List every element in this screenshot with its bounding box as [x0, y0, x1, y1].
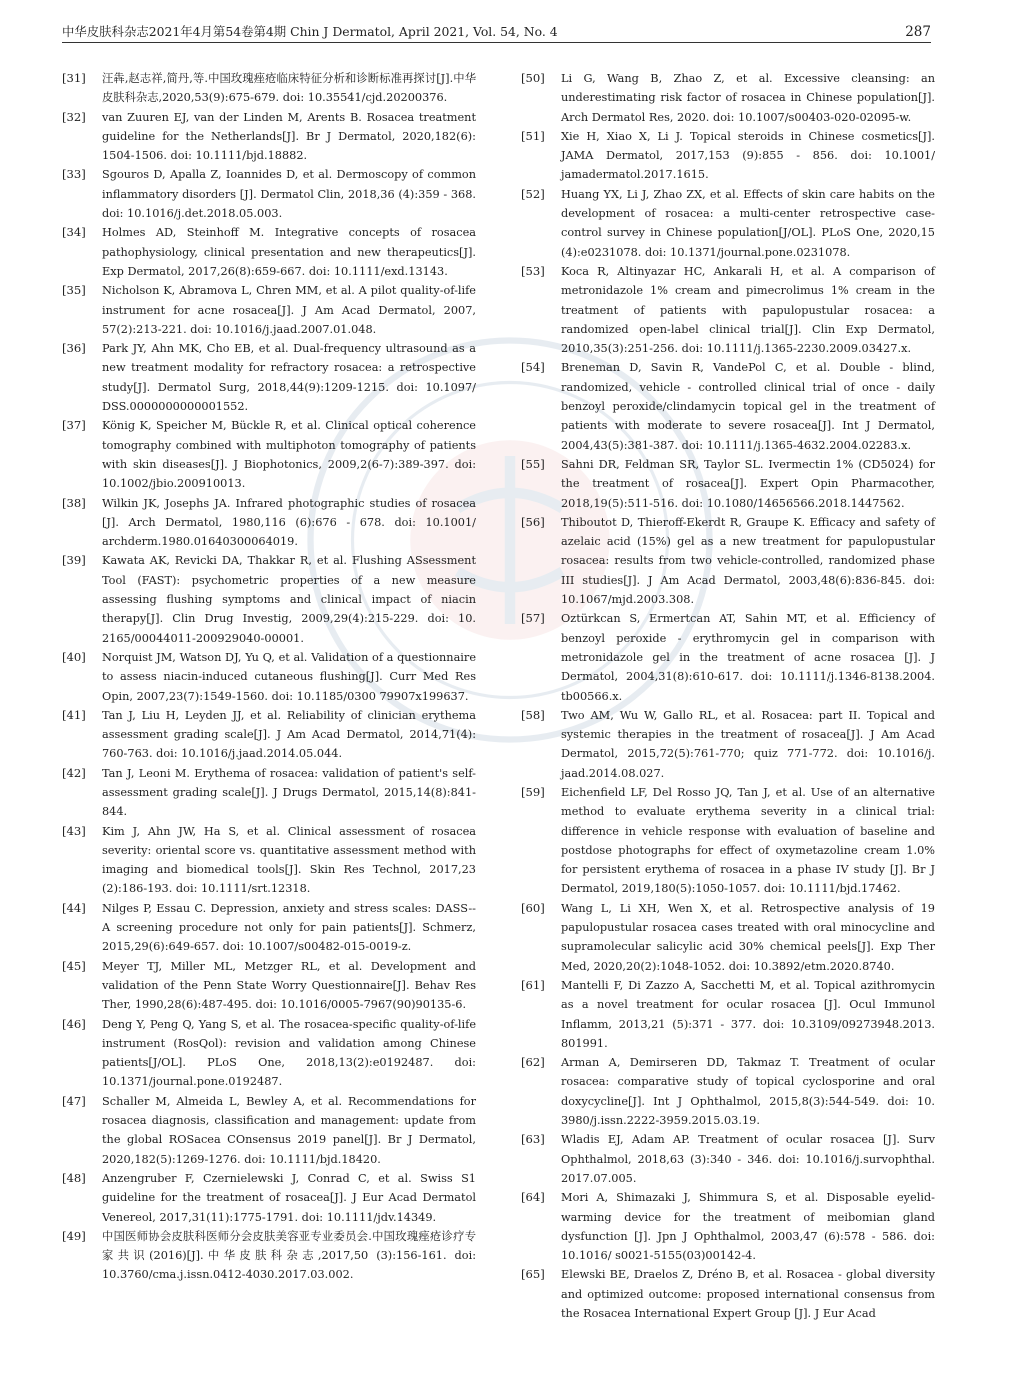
reference-item — [62, 494, 476, 552]
reference-text: Huang YX, Li J, Zhao ZX, et al. Effects of skin care habits on the development of rosacea: a multi-center retrospective case-control survey in Chinese population[J/OL]. PLoS One, 2020,15 (4):e0231078. doi: 10.1371/journal.pone.0231078. — [561, 187, 935, 259]
reference-text: Wladis EJ, Adam AP. Treatment of ocular rosacea [J]. Surv Ophthalmol, 2018,63 (3):340 - 346. doi: 10.1016/j.survophthal. 2017.07.005. — [561, 1133, 935, 1185]
reference-item — [521, 1265, 935, 1323]
reference-text: 汪犇,赵志祥,简丹,等.中国玫瑰痤疮临床特征分析和诊断标准再探讨[J].中华皮肤科杂志,2020,53(9):675-679. doi: 10.35541/cjd.20200376. — [102, 72, 476, 105]
reference-number: [60] — [521, 900, 545, 915]
reference-item — [62, 822, 476, 899]
reference-text: Kim J, Ahn JW, Ha S, et al. Clinical assessment of rosacea severity: oriental score vs. quantitative assessment method with imaging and biomedical tools[J]. Skin Res Technol, 2017,23 (2):186-193. doi: 10.1111/srt.12318. — [102, 824, 476, 896]
reference-text: 中国医师协会皮肤科医师分会皮肤美容亚专业委员会.中国玫瑰痤疮诊疗专家共识(2016)[J].中华皮肤科杂志,2017,50 (3):156-161. doi: 10.3760/cma.j.issn.0412-4030.2017.03.002. — [102, 1229, 476, 1282]
reference-text: Nicholson K, Abramova L, Chren MM, et al. A pilot quality-of-life instrument for acne rosacea[J]. J Am Acad Dermatol, 2007, 57(2):213-221. doi: 10.1016/j.jaad.2007.01.048. — [102, 284, 476, 336]
page-number: 287 — [905, 24, 931, 40]
reference-item — [62, 223, 476, 281]
reference-item — [62, 957, 476, 1015]
reference-number: [41] — [62, 707, 86, 722]
reference-text: Meyer TJ, Miller ML, Metzger RL, et al. Development and validation of the Penn State Worry Questionnaire[J]. Behav Res Ther, 1990,28(6):487-495. doi: 10.1016/0005-7967(90)90135-6. — [102, 959, 476, 1012]
reference-text: Breneman D, Savin R, VandePol C, et al. Double - blind, randomized, vehicle - controlled clinical trial of once - daily benzoyl peroxide/clindamycin topical gel in the treatment of patients with moderate to severe rosacea[J]. Int J Dermatol, 2004,43(5):381-387. doi: 10.1111/j.1365-4632.2004.02283.x. — [561, 361, 935, 452]
reference-text: Mori A, Shimazaki J, Shimmura S, et al. Disposable eyelid-warming device for the treatment of meibomian gland dysfunction [J]. Jpn J Ophthalmol, 2003,47 (6):578 - 586. doi: 10.1016/ s0021-5155(03)00142-4. — [561, 1191, 935, 1263]
reference-number: [31] — [62, 71, 86, 85]
reference-item — [62, 416, 476, 493]
reference-item — [62, 899, 476, 957]
reference-number: [64] — [521, 1190, 545, 1205]
reference-text: Tan J, Leoni M. Erythema of rosacea: validation of patient's self-assessment grading scale[J]. J Drugs Dermatol, 2015,14(8):841-844. — [102, 766, 476, 819]
reference-text: Schaller M, Almeida L, Bewley A, et al. Recommendations for rosacea diagnosis, classification and management: update from the global ROSacea COnsensus 2019 panel[J]. Br J Dermatol, 2020,182(5):1269-1276. doi: 10.1111/bjd.18420. — [102, 1094, 476, 1166]
reference-number: [50] — [521, 71, 545, 85]
reference-item — [62, 339, 476, 416]
reference-number: [49] — [62, 1228, 86, 1243]
reference-list-left — [62, 69, 476, 1285]
reference-text: Sahni DR, Feldman SR, Taylor SL. Ivermectin 1% (CD5024) for the treatment of rosacea[J]. Expert Opin Pharmacother, 2018,19(5):511-516. doi: 10.1080/14656566.2018.1447562. — [561, 457, 935, 510]
reference-text: Elewski BE, Draelos Z, Dréno B, et al. Rosacea - global diversity and optimized outcome: proposed international consensus from the Rosacea International Expert Group [J]. J Eur Acad — [561, 1268, 935, 1320]
reference-number: [34] — [62, 225, 86, 240]
reference-number: [65] — [521, 1267, 545, 1282]
reference-number: [46] — [62, 1016, 86, 1031]
reference-item — [521, 127, 935, 185]
reference-text: van Zuuren EJ, van der Linden M, Arents B. Rosacea treatment guideline for the Netherlands[J]. Br J Dermatol, 2020,182(6): 1504-1506. doi: 10.1111/bjd.18882. — [102, 110, 476, 163]
reference-number: [53] — [521, 263, 545, 278]
reference-text: Eichenfield LF, Del Rosso JQ, Tan J, et al. Use of an alternative method to evaluate erythema severity in a clinical trial: difference in vehicle response with evaluation of baseline and postdose photographs for effect of oxymetazoline cream 1.0% for persistent erythema of rosacea in a phase IV study [J]. Br J Dermatol, 2019,180(5):1050-1057. doi: 10.1111/bjd.17462. — [561, 785, 935, 896]
reference-text: Wilkin JK, Josephs JA. Infrared photographic studies of rosacea [J]. Arch Dermatol, 1980,116 (6):676 - 678. doi: 10.1001/ archderm.1980.01640300064019. — [102, 496, 476, 549]
reference-number: [57] — [521, 611, 545, 626]
header-rule — [62, 42, 931, 43]
reference-item — [521, 185, 935, 262]
reference-number: [48] — [62, 1170, 86, 1185]
reference-number: [40] — [62, 649, 86, 664]
reference-item — [521, 783, 935, 899]
reference-text: Thiboutot D, Thieroff-Ekerdt R, Graupe K. Efficacy and safety of azelaic acid (15%) gel as a new treatment for papulopustular rosacea: results from two vehicle-controlled, randomized phase III studies[J]. J Am Acad Dermatol, 2003,48(6):836-845. doi: 10.1067/mjd.2003.308. — [561, 515, 935, 607]
reference-text: Deng Y, Peng Q, Yang S, et al. The rosacea-specific quality-of-life instrument (RosQol): revision and validation among Chinese patients[J/OL]. PLoS One, 2018,13(2):e0192487. doi: 10.1371/journal.pone.0192487. — [102, 1017, 476, 1089]
reference-number: [51] — [521, 128, 545, 143]
reference-text: Sgouros D, Apalla Z, Ioannides D, et al. Dermoscopy of common inflammatory disorders [J]. Dermatol Clin, 2018,36 (4):359 - 368. doi: 10.1016/j.det.2018.05.003. — [102, 168, 476, 221]
reference-number: [52] — [521, 186, 545, 201]
reference-number: [63] — [521, 1132, 545, 1147]
reference-item — [62, 1092, 476, 1169]
reference-number: [32] — [62, 109, 86, 124]
reference-text: Nilges P, Essau C. Depression, anxiety and stress scales: DASS--A screening procedure not only for pain patients[J]. Schmerz, 2015,29(6):649-657. doi: 10.1007/s00482-015-0019-z. — [102, 901, 476, 954]
reference-text: Tan J, Liu H, Leyden JJ, et al. Reliability of clinician erythema assessment grading scale[J]. J Am Acad Dermatol, 2014,71(4): 760-763. doi: 10.1016/j.jaad.2014.05.044. — [102, 708, 476, 761]
reference-number: [33] — [62, 167, 86, 182]
reference-text: Two AM, Wu W, Gallo RL, et al. Rosacea: part II. Topical and systemic therapies in the treatment of rosacea[J]. J Am Acad Dermatol, 2015,72(5):761-770; quiz 771-772. doi: 10.1016/j. jaad.2014.08.027. — [561, 708, 935, 780]
reference-number: [37] — [62, 418, 86, 433]
reference-number: [55] — [521, 456, 545, 471]
reference-number: [36] — [62, 341, 86, 356]
reference-item — [521, 899, 935, 976]
journal-line: 中华皮肤科杂志2021年4月第54卷第4期 Chin J Dermatol, April 2021, Vol. 54, No. 4 — [62, 24, 558, 39]
reference-item — [521, 513, 935, 609]
reference-item — [62, 1169, 476, 1227]
reference-text: Koca R, Altinyazar HC, Ankarali H, et al. A comparison of metronidazole 1% cream and pimecrolimus 1% cream in the treatment of patients with papulopustular rosacea: a randomized open-label clinical trial[J]. Clin Exp Dermatol, 2010,35(3):251-256. doi: 10.1111/j.1365-2230.2009.03427.x. — [561, 264, 935, 356]
reference-item — [521, 1188, 935, 1265]
reference-number: [62] — [521, 1055, 545, 1070]
reference-list-right — [521, 69, 935, 1323]
reference-number: [38] — [62, 495, 86, 510]
reference-item — [62, 1227, 476, 1285]
reference-text: Wang L, Li XH, Wen X, et al. Retrospective analysis of 19 papulopustular rosacea cases treated with oral minocycline and supramolecular salicylic acid 30% chemical peels[J]. Exp Ther Med, 2020,20(2):1048-1052. doi: 10.3892/etm.2020.8740. — [561, 901, 935, 973]
reference-item — [521, 1130, 935, 1188]
reference-number: [42] — [62, 765, 86, 780]
reference-text: König K, Speicher M, Bückle R, et al. Clinical optical coherence tomography combined with multiphoton tomography of patients with skin diseases[J]. J Biophotonics, 2009,2(6-7):389-397. doi: 10.1002/jbio.200910013. — [102, 419, 476, 491]
reference-number: [59] — [521, 784, 545, 799]
reference-item — [521, 609, 935, 705]
reference-number: [39] — [62, 553, 86, 568]
reference-item — [521, 262, 935, 358]
reference-item — [521, 455, 935, 513]
reference-item — [62, 648, 476, 706]
reference-text: Oztürkcan S, Ermertcan AT, Sahin MT, et al. Efficiency of benzoyl peroxide - erythromycin gel in comparison with metronidazole gel in the treatment of acne rosacea [J]. J Dermatol, 2004,31(8):610-617. doi: 10.1111/j.1346-8138.2004. tb00566.x. — [561, 612, 935, 703]
reference-item — [521, 1053, 935, 1130]
reference-number: [58] — [521, 707, 545, 722]
running-header — [62, 18, 931, 40]
reference-text: Anzengruber F, Czernielewski J, Conrad C, et al. Swiss S1 guideline for the treatment of rosacea[J]. J Eur Acad Dermatol Venereol, 2017,31(11):1775-1791. doi: 10.1111/jdv.14349. — [102, 1171, 476, 1224]
reference-text: Xie H, Xiao X, Li J. Topical steroids in Chinese cosmetics[J]. JAMA Dermatol, 2017,153 (9):855 - 856. doi: 10.1001/ jamadermatol.2017.1615. — [561, 129, 935, 182]
reference-item — [521, 358, 935, 454]
reference-item — [62, 764, 476, 822]
reference-text: Holmes AD, Steinhoff M. Integrative concepts of rosacea pathophysiology, clinical presentation and new therapeutics[J]. Exp Dermatol, 2017,26(8):659-667. doi: 10.1111/exd.13143. — [102, 226, 476, 278]
reference-item — [62, 551, 476, 647]
reference-number: [45] — [62, 958, 86, 973]
reference-number: [47] — [62, 1093, 86, 1108]
reference-item — [62, 1015, 476, 1092]
reference-item — [521, 706, 935, 783]
reference-text: Li G, Wang B, Zhao Z, et al. Excessive cleansing: an underestimating risk factor of rosacea in Chinese population[J]. Arch Dermatol Res, 2020. doi: 10.1007/s00403-020-02095-w. — [561, 72, 935, 124]
reference-item — [62, 706, 476, 764]
reference-number: [35] — [62, 283, 86, 298]
reference-item — [62, 281, 476, 339]
reference-number: [56] — [521, 514, 545, 529]
reference-item — [62, 69, 476, 108]
reference-number: [54] — [521, 360, 545, 375]
reference-item — [521, 976, 935, 1053]
reference-text: Kawata AK, Revicki DA, Thakkar R, et al. Flushing ASsessment Tool (FAST): psychometric properties of a new measure assessing flushing symptoms and clinical impact of niacin therapy[J]. Clin Drug Investig, 2009,29(4):215-229. doi: 10. 2165/00044011-200929040-00001. — [102, 554, 476, 645]
reference-text: Park JY, Ahn MK, Cho EB, et al. Dual-frequency ultrasound as a new treatment modality for refractory rosacea: a retrospective study[J]. Dermatol Surg, 2018,44(9):1209-1215. doi: 10.1097/ DSS.0000000000001552. — [102, 342, 476, 414]
reference-item — [521, 69, 935, 127]
reference-item — [62, 165, 476, 223]
reference-number: [43] — [62, 823, 86, 838]
reference-item — [62, 108, 476, 166]
reference-text: Arman A, Demirseren DD, Takmaz T. Treatment of ocular rosacea: comparative study of topical cyclosporine and oral doxycycline[J]. Int J Ophthalmol, 2015,8(3):544-549. doi: 10. 3980/j.issn.2222-3959.2015.03.19. — [561, 1056, 935, 1128]
reference-text: Norquist JM, Watson DJ, Yu Q, et al. Validation of a questionnaire to assess niacin-induced cutaneous flushing[J]. Curr Med Res Opin, 2007,23(7):1549-1560. doi: 10.1185/0300 79907x199637. — [102, 650, 476, 703]
reference-number: [44] — [62, 900, 86, 915]
reference-number: [61] — [521, 977, 545, 992]
reference-text: Mantelli F, Di Zazzo A, Sacchetti M, et al. Topical azithromycin as a novel treatment for ocular rosacea [J]. Ocul Immunol Inflamm, 2013,21 (5):371 - 377. doi: 10.3109/09273948.2013. 801991. — [561, 978, 935, 1050]
